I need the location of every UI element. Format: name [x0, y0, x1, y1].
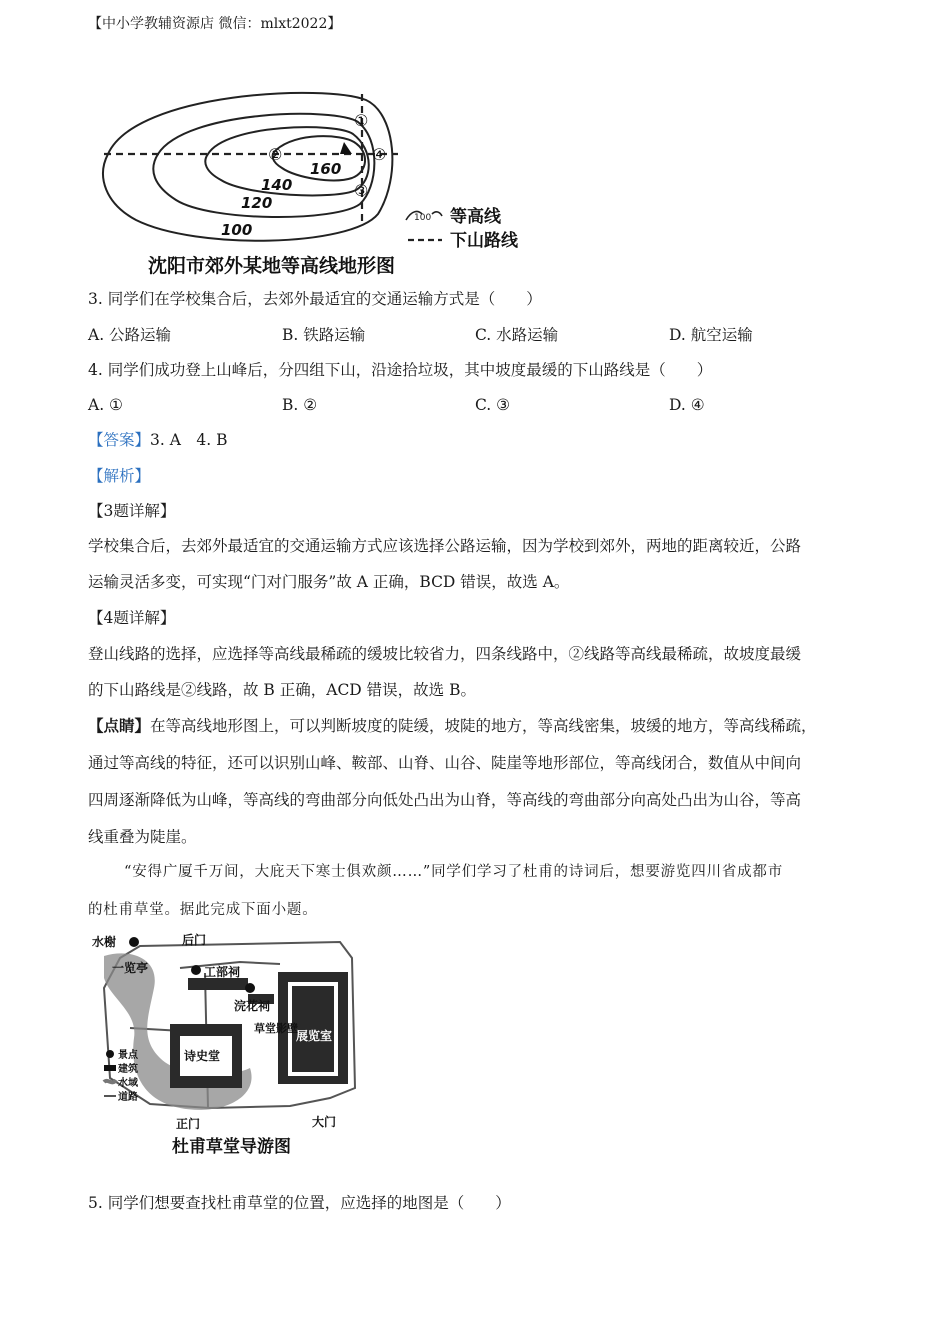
q3-stem: 3. 同学们在学校集合后，去郊外最适宜的交通运输方式是（ ） [88, 290, 542, 308]
q5-stem: 5. 同学们想要查找杜甫草堂的位置，应选择的地图是（ ） [88, 1194, 511, 1212]
q4-detail-title: 【4题详解】 [88, 609, 176, 627]
legend-spot: 景点 [118, 1050, 138, 1061]
answer-label: 【答案】 [88, 431, 151, 449]
tip-line4: 线重叠为陡崖。 [88, 828, 197, 846]
q3-detail-line2: 运输灵活多变，可实现“门对门服务”故 A 正确，BCD 错误，故选 A。 [88, 573, 570, 591]
route-marker-3: ③ [354, 181, 369, 200]
legend-building: 建筑 [118, 1064, 138, 1075]
label-gongbuci: 工部祠 [204, 965, 241, 979]
q4-option-c: C. ③ [475, 396, 511, 414]
answer-line [88, 430, 228, 450]
peak-icon [340, 142, 352, 154]
label-zhengmen: 正门 [176, 1117, 201, 1131]
q4-option-a: A. ① [88, 396, 123, 414]
q3-option-d: D. 航空运输 [669, 326, 753, 344]
q4-detail-line2: 的下山路线是②线路，故 B 正确，ACD 错误，故选 B。 [88, 681, 476, 699]
q4-option-b: B. ② [282, 396, 318, 414]
contour-100 [103, 93, 392, 241]
q3-detail-line1: 学校集合后，去郊外最适宜的交通运输方式应该选择公路运输，因为学校到郊外，两地的距离较近，公路 [88, 537, 802, 555]
spot-gongbuci-dot [191, 965, 201, 975]
label-yiting: 一览亭 [112, 961, 149, 975]
intro-line1: “安得广厦千万间，大庇天下寒士俱欢颜……”同学们学习了杜甫的诗词后，想要游览四川省成都市 [124, 864, 784, 880]
label-zhanlanshi: 展览室 [296, 1029, 333, 1043]
contour-map [96, 82, 536, 282]
label-shishitang: 诗史堂 [184, 1049, 221, 1063]
legend-contour-label: 等高线 [450, 207, 501, 227]
header-watermark: 【中小学教辅资源店 微信：mlxt2022】 [88, 16, 342, 32]
tip-line3: 四周逐渐降低为山峰，等高线的弯曲部分向低处凸出为山脊，等高线的弯曲部分向高处凸出为山谷，等高 [88, 791, 802, 809]
route-marker-2: ② [268, 145, 283, 164]
building-gongbuci [188, 978, 248, 990]
spot-shuixie-dot [129, 937, 139, 947]
tip-text-1: 在等高线地形图上，可以判断坡度的陡缓，坡陡的地方，等高线密集，坡缓的地方，等高线稀疏， [150, 717, 817, 735]
contour-label-160: 160 [310, 160, 342, 178]
q4-option-d: D. ④ [669, 396, 705, 414]
answer-text: 3. A 4. B [150, 431, 228, 449]
label-damen: 大门 [312, 1115, 337, 1129]
q3-detail-title: 【3题详解】 [88, 502, 176, 520]
tip-line2: 通过等高线的特征，还可以识别山峰、鞍部、山脊、山谷、陡崖等地形部位，等高线闭合，数值从中间向 [88, 754, 802, 772]
q4-detail-line1: 登山线路的选择，应选择等高线最稀疏的缓坡比较省力，四条线路中，②线路等高线最稀疏，故坡度最缓 [88, 645, 802, 663]
legend-route-label: 下山路线 [450, 231, 518, 251]
spot-huajingci-dot [245, 983, 255, 993]
q3-option-b: B. 铁路运输 [282, 326, 366, 344]
cottage-map-caption: 杜甫草堂导游图 [172, 1137, 291, 1157]
intro-line2: 的杜甫草堂。据此完成下面小题。 [88, 902, 318, 918]
tip-line1 [88, 716, 817, 736]
route-marker-4: ④ [372, 145, 387, 164]
contour-map-figure [96, 82, 536, 282]
contour-label-100: 100 [221, 221, 253, 239]
cottage-map [90, 928, 370, 1158]
q3-option-c: C. 水路运输 [475, 326, 559, 344]
q3-option-a: A. 公路运输 [88, 326, 172, 344]
label-shuixie: 水榭 [92, 935, 117, 949]
contour-map-caption: 沈阳市郊外某地等高线地形图 [148, 255, 396, 277]
label-huajingci: 浣花祠 [234, 999, 271, 1013]
analysis-label: 【解析】 [88, 467, 151, 485]
legend-water: 水域 [118, 1078, 138, 1089]
label-caotang-yingbi: 草堂影壁 [254, 1022, 298, 1035]
label-houmen: 后门 [182, 933, 207, 947]
contour-label-120: 120 [241, 194, 273, 212]
cottage-map-figure [90, 928, 370, 1158]
legend-contour-sample: 100 [414, 213, 432, 223]
q4-stem: 4. 同学们成功登上山峰后，分四组下山，沿途拾垃圾，其中坡度最缓的下山路线是（ ） [88, 361, 713, 379]
legend-road: 道路 [118, 1092, 138, 1103]
tip-label: 【点睛】 [88, 716, 151, 735]
contour-label-140: 140 [261, 176, 293, 194]
route-marker-1: ① [354, 111, 369, 130]
